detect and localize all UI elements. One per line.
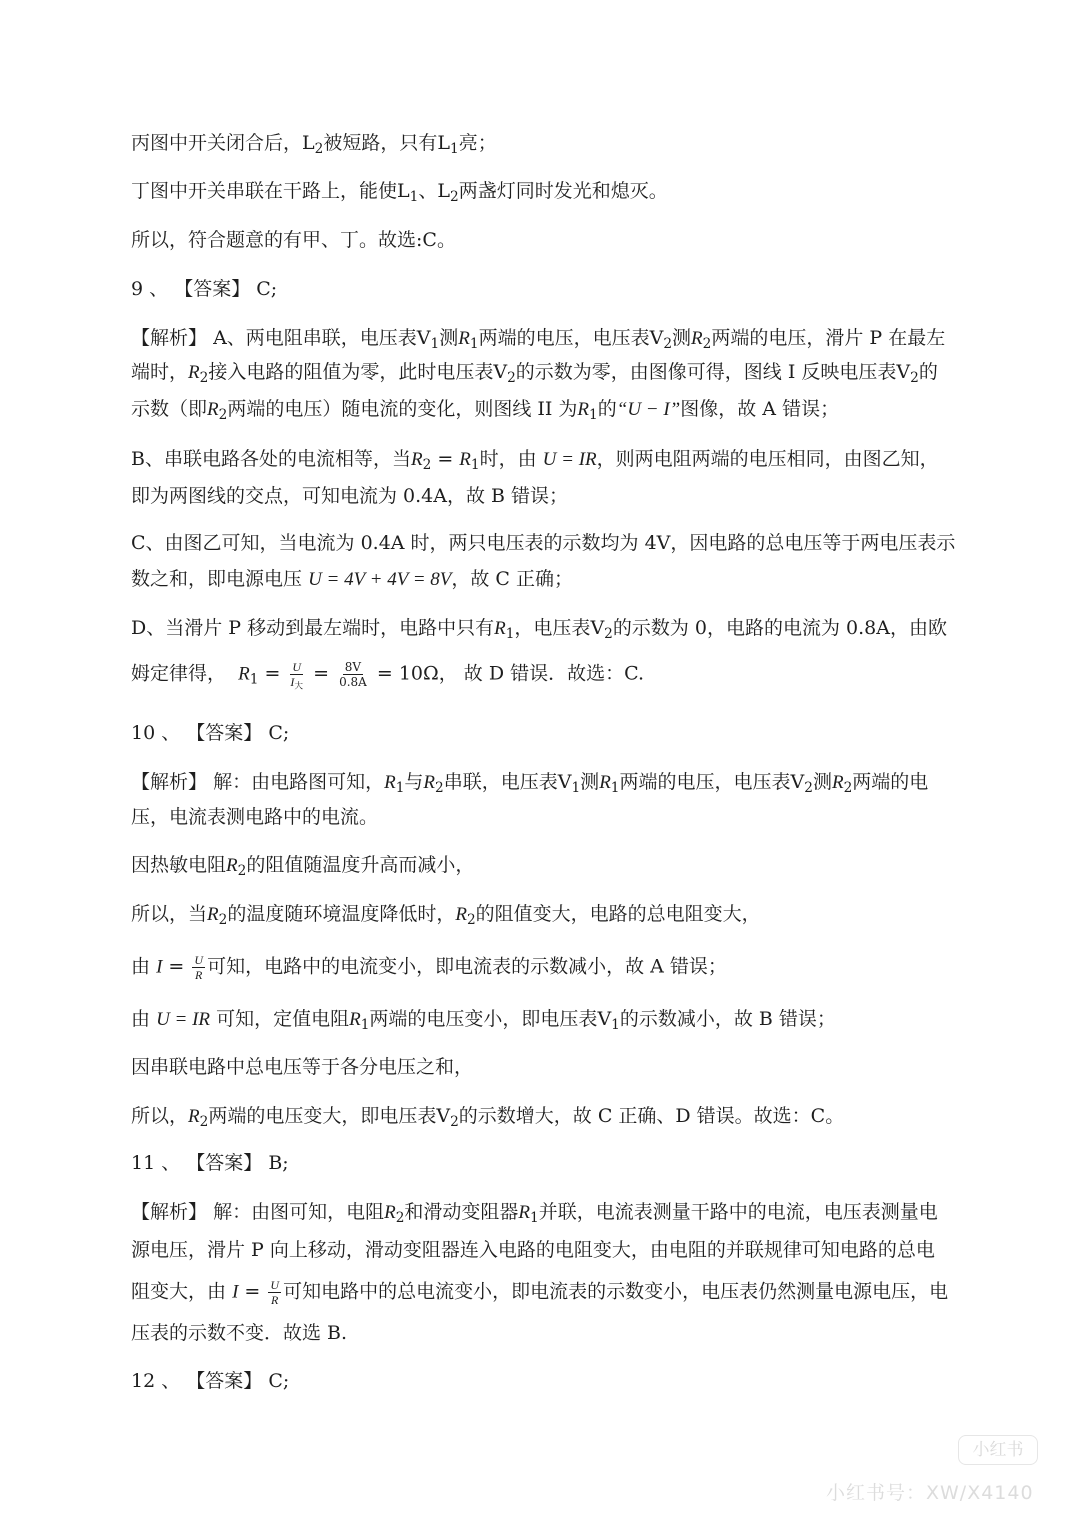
question-9-answer: 9 、 【答案】 C;: [131, 278, 278, 300]
line-7: 示数（即$R_2$两端的电压）随电流的变化，则图线 II 为$R_1$的“U − I”图像，故 A 错误；: [131, 398, 840, 423]
question-10-answer: 10 、 【答案】 C;: [131, 722, 290, 744]
line-17: 因热敏电阻$R_2$的阻值随温度升高而减小，: [131, 854, 475, 879]
question-11-answer: 11 、 【答案】 B;: [131, 1152, 289, 1174]
line-16: 压，电流表测电路中的电流。: [131, 806, 379, 828]
watermark-id: 小红书号：XW/X4140: [826, 1482, 1034, 1504]
line-3: 所以，符合题意的有甲、丁。故选:C。: [131, 229, 456, 251]
watermark-logo: 小红书: [958, 1435, 1038, 1465]
line-11: 数之和，即电源电压 U = 4V + 4V = 8V，故 C 正确；: [131, 568, 574, 590]
line-13-formula: 姆定律得， $R_1$ = $\frac{U}{I_大}$ = $\frac{8V}{0.8A}$ = 10Ω， 故 D 错误．故选：C.: [131, 660, 645, 691]
line-15: 【解析】 解：由电路图可知，$R_1$与$R_2$串联，电压表$V_1$测$R_1$两端的电压，电压表$V_2$测$R_2$两端的电: [131, 771, 929, 796]
line-9: 即为两图线的交点，可知电流为 0.4A，故 B 错误；: [131, 485, 569, 507]
fraction-8v-over-08a: $\frac{8V}{0.8A}$: [339, 660, 367, 689]
line-2: 丁图中开关串联在干路上，能使$L_1$、$L_2$两盏灯同时发光和熄灭。: [131, 180, 668, 205]
fraction-u-over-i: $\frac{U}{I_大}$: [290, 660, 304, 691]
line-24: 【解析】 解：由图可知，电阻$R_2$和滑动变阻器$R_1$并联，电流表测量干路中的电流，电压表测量电: [131, 1201, 938, 1226]
line-6: 端时，$R_2$接入电路的阻值为零，此时电压表$V_2$的示数为零，由图像可得，图线 I 反映电压表$V_2$的: [131, 361, 938, 386]
line-21: 因串联电路中总电压等于各分电压之和，: [131, 1056, 474, 1078]
line-26: 阻变大，由 I = $\frac{U}{R}$ 可知电路中的总电流变小，即电流表的示数变小，电压表仍然测量电源电压，电: [131, 1278, 949, 1307]
line-20: 由 U = IR 可知，定值电阻$R_1$两端的电压变小，即电压表$V_1$的示数减小，故 B 错误；: [131, 1008, 836, 1033]
line-1: 丙图中开关闭合后，$L_2$被短路，只有$L_1$亮；: [131, 132, 497, 157]
fraction-u-over-r-2: $\frac{U}{R}$: [270, 1278, 280, 1307]
question-12-answer: 12 、 【答案】 C;: [131, 1370, 290, 1392]
fraction-u-over-r: $\frac{U}{R}$: [194, 953, 204, 982]
line-10: C、由图乙可知，当电流为 0.4A 时，两只电压表的示数均为 4V，因电路的总电压等于两电压表示: [131, 532, 956, 554]
line-12: D、当滑片 P 移动到最左端时，电路中只有$R_1$，电压表$V_2$的示数为 0，电路的电流为 0.8A，由欧: [131, 617, 947, 642]
line-25: 源电压，滑片 P 向上移动，滑动变阻器连入电路的电阻变大，由电阻的并联规律可知电路的总电: [131, 1239, 935, 1261]
line-27: 压表的示数不变．故选 B.: [131, 1322, 348, 1344]
line-18: 所以，当$R_2$的温度随环境温度降低时，$R_2$的阻值变大，电路的总电阻变大，: [131, 903, 761, 928]
line-19: 由 I = $\frac{U}{R}$ 可知，电路中的电流变小，即电流表的示数减小，故 A 错误；: [131, 953, 727, 982]
line-8: B、串联电路各处的电流相等，当$R_2 = R_1$时，由 U = IR，则两电阻两端的电压相同，由图乙知，: [131, 448, 939, 473]
line-5: 【解析】 A、两电阻串联，电压表$V_1$测$R_1$两端的电压，电压表$V_2$测$R_2$两端的电压，滑片 P 在最左: [131, 327, 946, 352]
line-22: 所以，$R_2$两端的电压变大，即电压表$V_2$的示数增大，故 C 正确、D 错误。故选：C。: [131, 1105, 845, 1130]
